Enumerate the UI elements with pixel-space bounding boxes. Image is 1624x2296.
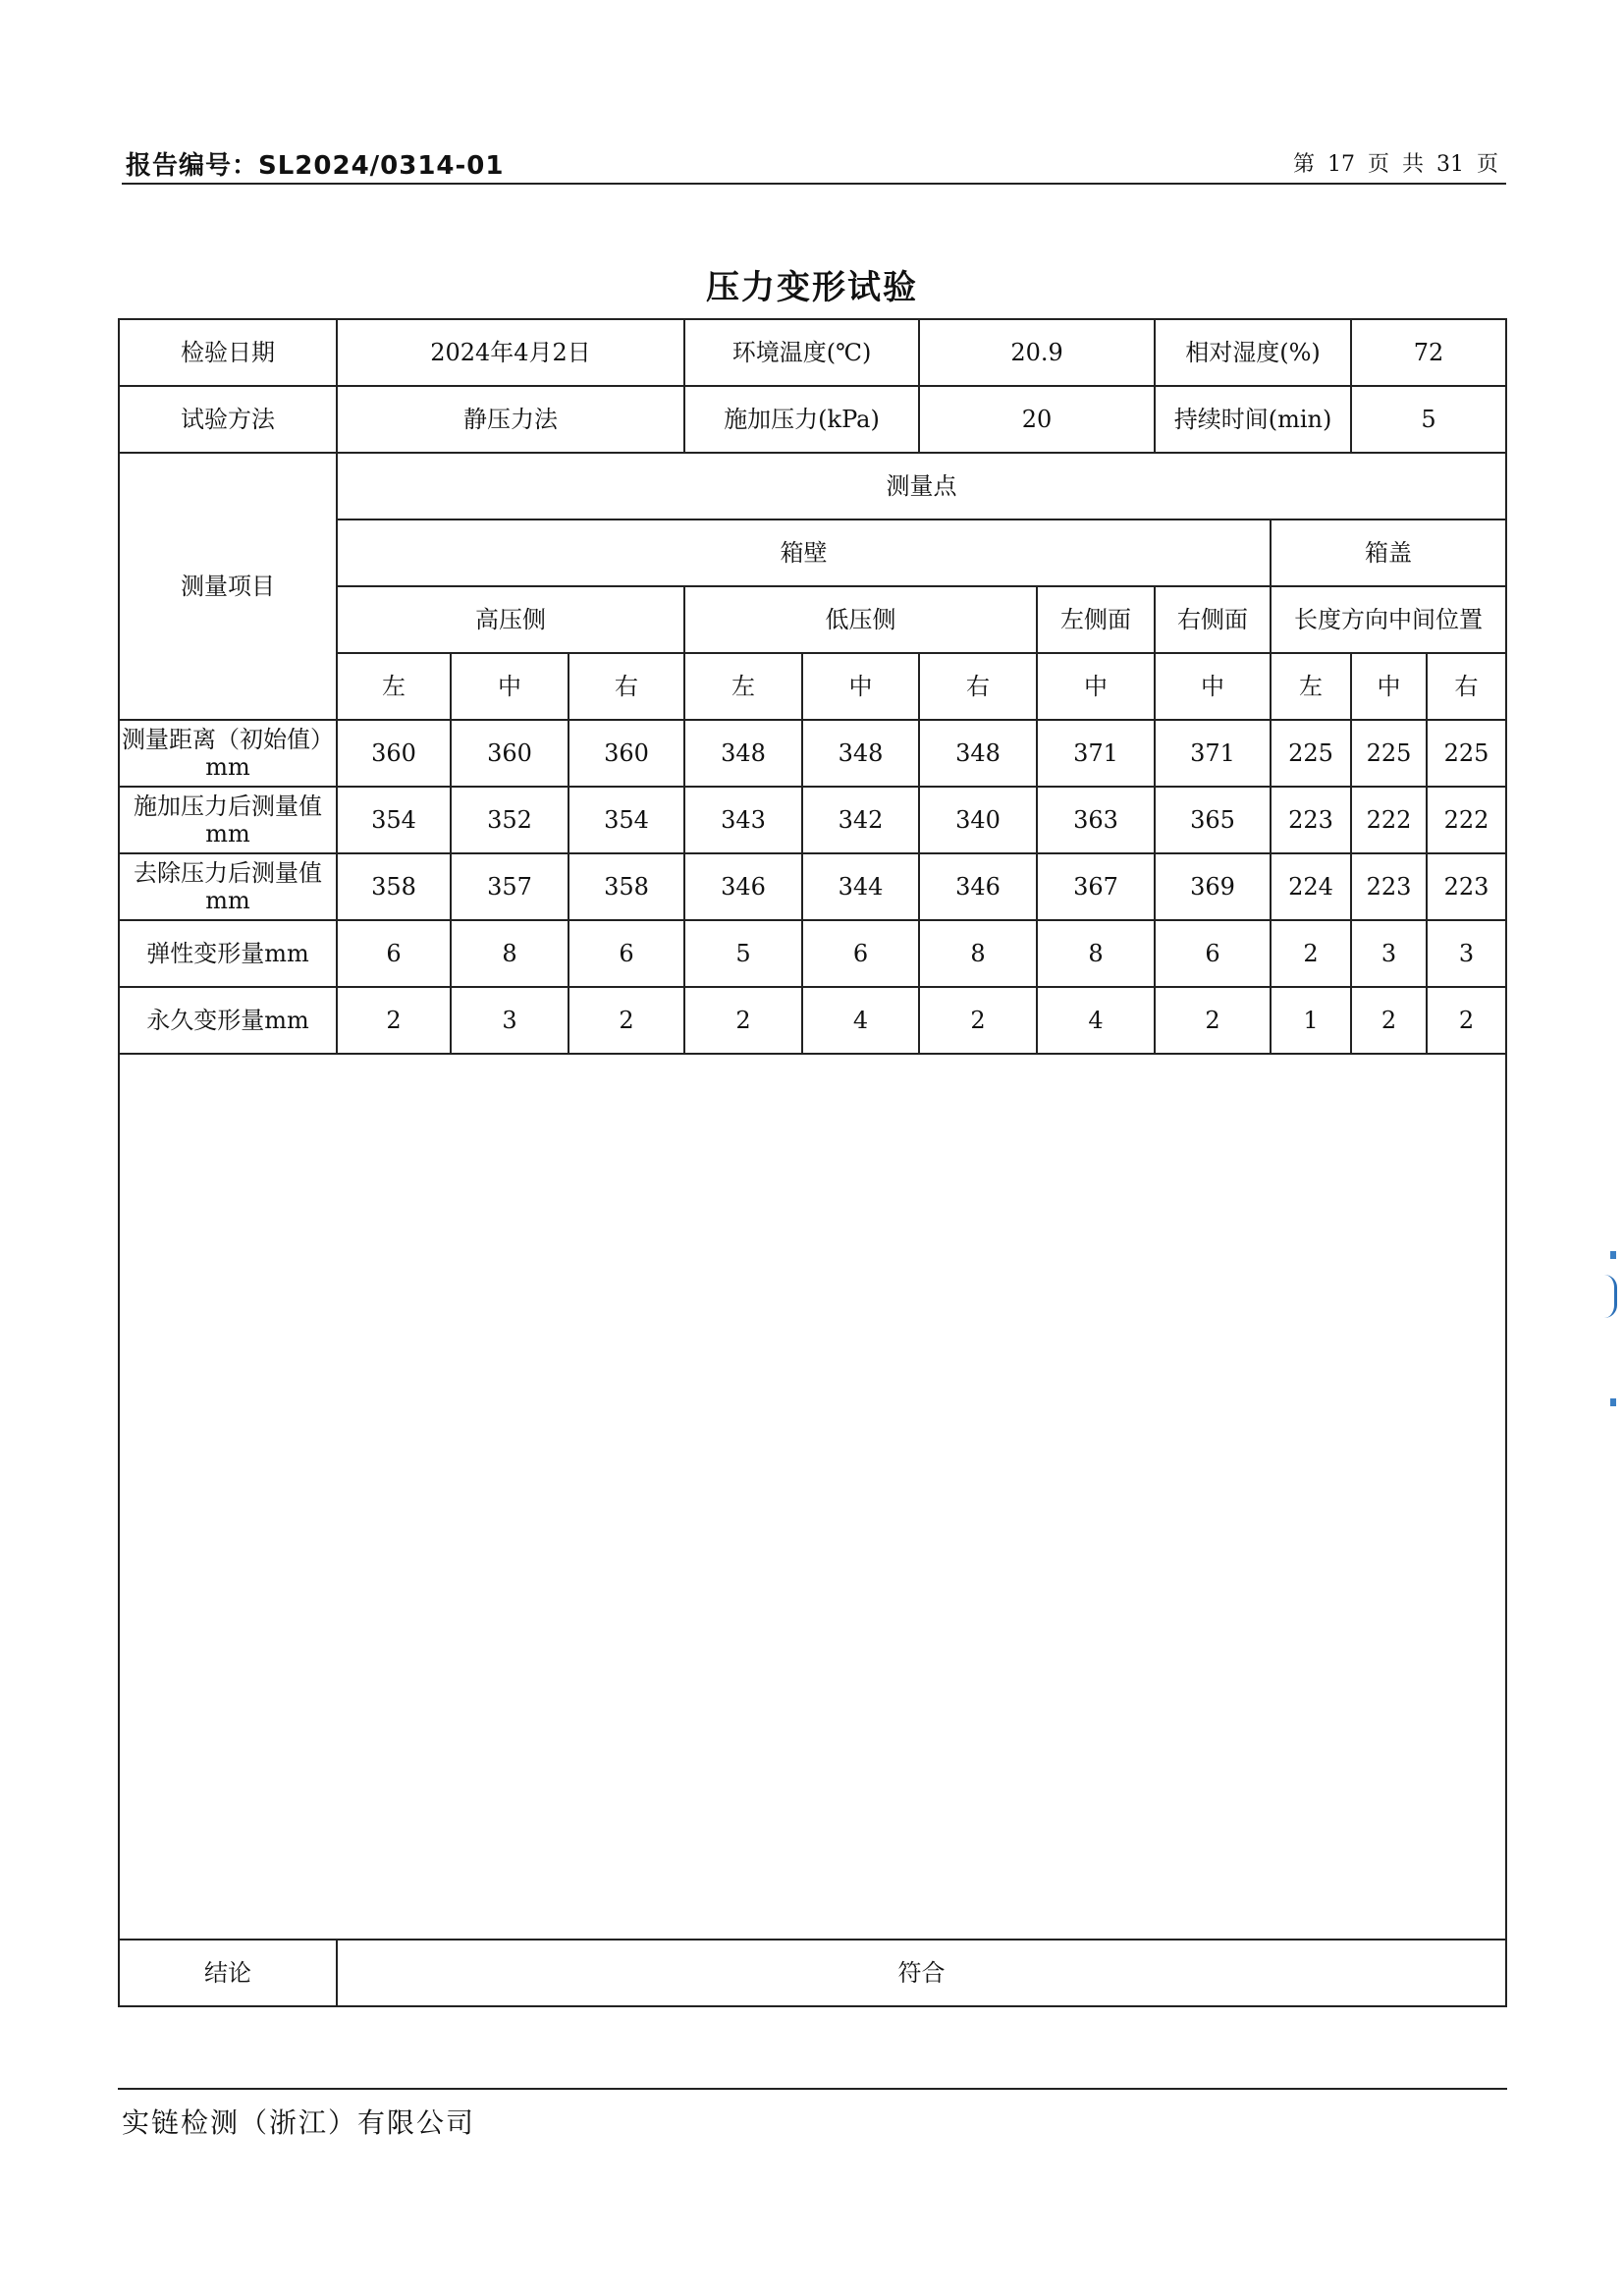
cell-value: 354 [337,787,451,853]
cell-value: 342 [802,787,919,853]
position-header: 右 [919,653,1037,720]
cell-value: 371 [1037,720,1155,787]
group-lid-middle: 长度方向中间位置 [1271,586,1506,653]
cell-value: 343 [684,787,802,853]
cell-value: 2 [684,987,802,1054]
scan-edge-mark-top [1610,1251,1616,1259]
wall-header: 箱壁 [337,519,1271,586]
cell-value: 6 [802,920,919,987]
date-value: 2024年4月2日 [337,319,684,386]
pressure-value: 20 [919,386,1155,453]
item-header: 测量项目 [119,453,337,720]
cell-value: 223 [1427,853,1506,920]
group-right-side: 右侧面 [1155,586,1271,653]
conclusion-row [119,1940,1506,2006]
cell-value: 2 [1271,920,1351,987]
position-header: 右 [1427,653,1506,720]
group-low-pressure: 低压侧 [684,586,1037,653]
table-row [119,987,1506,1054]
duration-value: 5 [1351,386,1506,453]
position-header: 中 [1155,653,1271,720]
blank-area [119,1054,1506,1940]
page-title: 压力变形试验 [706,268,918,307]
cell-value: 2 [1427,987,1506,1054]
position-header: 左 [1271,653,1351,720]
humidity-value: 72 [1351,319,1506,386]
group-left-side: 左侧面 [1037,586,1155,653]
blank-area-row [119,1054,1506,1940]
cell-value: 348 [802,720,919,787]
page-header [122,143,1506,185]
cell-value: 4 [802,987,919,1054]
cell-value: 222 [1427,787,1506,853]
cell-value: 358 [337,853,451,920]
cell-value: 346 [919,853,1037,920]
cell-value: 371 [1155,720,1271,787]
cell-value: 346 [684,853,802,920]
cell-value: 354 [568,787,684,853]
group-high-pressure: 高压侧 [337,586,684,653]
position-header: 中 [1351,653,1427,720]
duration-label: 持续时间(min) [1155,386,1351,453]
cell-value: 340 [919,787,1037,853]
row-label: 施加压力后测量值mm [119,787,337,853]
info-row-2 [119,386,1506,453]
points-header: 测量点 [337,453,1506,519]
row-label: 测量距离（初始值）mm [119,720,337,787]
date-label: 检验日期 [119,319,337,386]
position-header: 左 [684,653,802,720]
pressure-deformation-table [118,318,1507,2007]
report-number: 报告编号：SL2024/0314-01 [126,151,505,181]
cell-value: 225 [1427,720,1506,787]
temperature-value: 20.9 [919,319,1155,386]
temperature-label: 环境温度(℃) [684,319,919,386]
cell-value: 360 [568,720,684,787]
cell-value: 2 [337,987,451,1054]
cell-value: 222 [1351,787,1427,853]
table-row [119,853,1506,920]
table-row [119,720,1506,787]
info-row-1 [119,319,1506,386]
cell-value: 8 [919,920,1037,987]
cell-value: 3 [451,987,568,1054]
cell-value: 6 [337,920,451,987]
cell-value: 5 [684,920,802,987]
humidity-label: 相对湿度(%) [1155,319,1351,386]
header-row-points [119,453,1506,519]
cell-value: 8 [1037,920,1155,987]
page-number: 第 17 页 共 31 页 [1293,152,1498,177]
lid-header: 箱盖 [1271,519,1506,586]
scan-edge-mark-bottom [1610,1398,1616,1406]
table-row [119,787,1506,853]
data-rows [119,720,1506,1054]
cell-value: 3 [1351,920,1427,987]
cell-value: 224 [1271,853,1351,920]
position-header: 中 [802,653,919,720]
scan-edge-arc [1604,1275,1617,1318]
cell-value: 344 [802,853,919,920]
conclusion-value: 符合 [337,1940,1506,2006]
method-value: 静压力法 [337,386,684,453]
company-name: 实链检测（浙江）有限公司 [122,2106,476,2139]
position-header: 中 [451,653,568,720]
cell-value: 369 [1155,853,1271,920]
cell-value: 223 [1271,787,1351,853]
cell-value: 352 [451,787,568,853]
position-header: 中 [1037,653,1155,720]
cell-value: 348 [684,720,802,787]
cell-value: 348 [919,720,1037,787]
position-header: 左 [337,653,451,720]
cell-value: 367 [1037,853,1155,920]
cell-value: 358 [568,853,684,920]
cell-value: 3 [1427,920,1506,987]
cell-value: 4 [1037,987,1155,1054]
footer-divider [118,2088,1507,2090]
cell-value: 6 [568,920,684,987]
cell-value: 360 [337,720,451,787]
cell-value: 365 [1155,787,1271,853]
cell-value: 8 [451,920,568,987]
cell-value: 2 [568,987,684,1054]
cell-value: 360 [451,720,568,787]
row-label: 永久变形量mm [119,987,337,1054]
cell-value: 225 [1271,720,1351,787]
cell-value: 2 [1155,987,1271,1054]
position-header: 右 [568,653,684,720]
row-label: 弹性变形量mm [119,920,337,987]
cell-value: 363 [1037,787,1155,853]
method-label: 试验方法 [119,386,337,453]
cell-value: 2 [1351,987,1427,1054]
cell-value: 357 [451,853,568,920]
row-label: 去除压力后测量值mm [119,853,337,920]
cell-value: 1 [1271,987,1351,1054]
cell-value: 223 [1351,853,1427,920]
cell-value: 6 [1155,920,1271,987]
pressure-label: 施加压力(kPa) [684,386,919,453]
conclusion-label: 结论 [119,1940,337,2006]
cell-value: 225 [1351,720,1427,787]
table-row [119,920,1506,987]
cell-value: 2 [919,987,1037,1054]
